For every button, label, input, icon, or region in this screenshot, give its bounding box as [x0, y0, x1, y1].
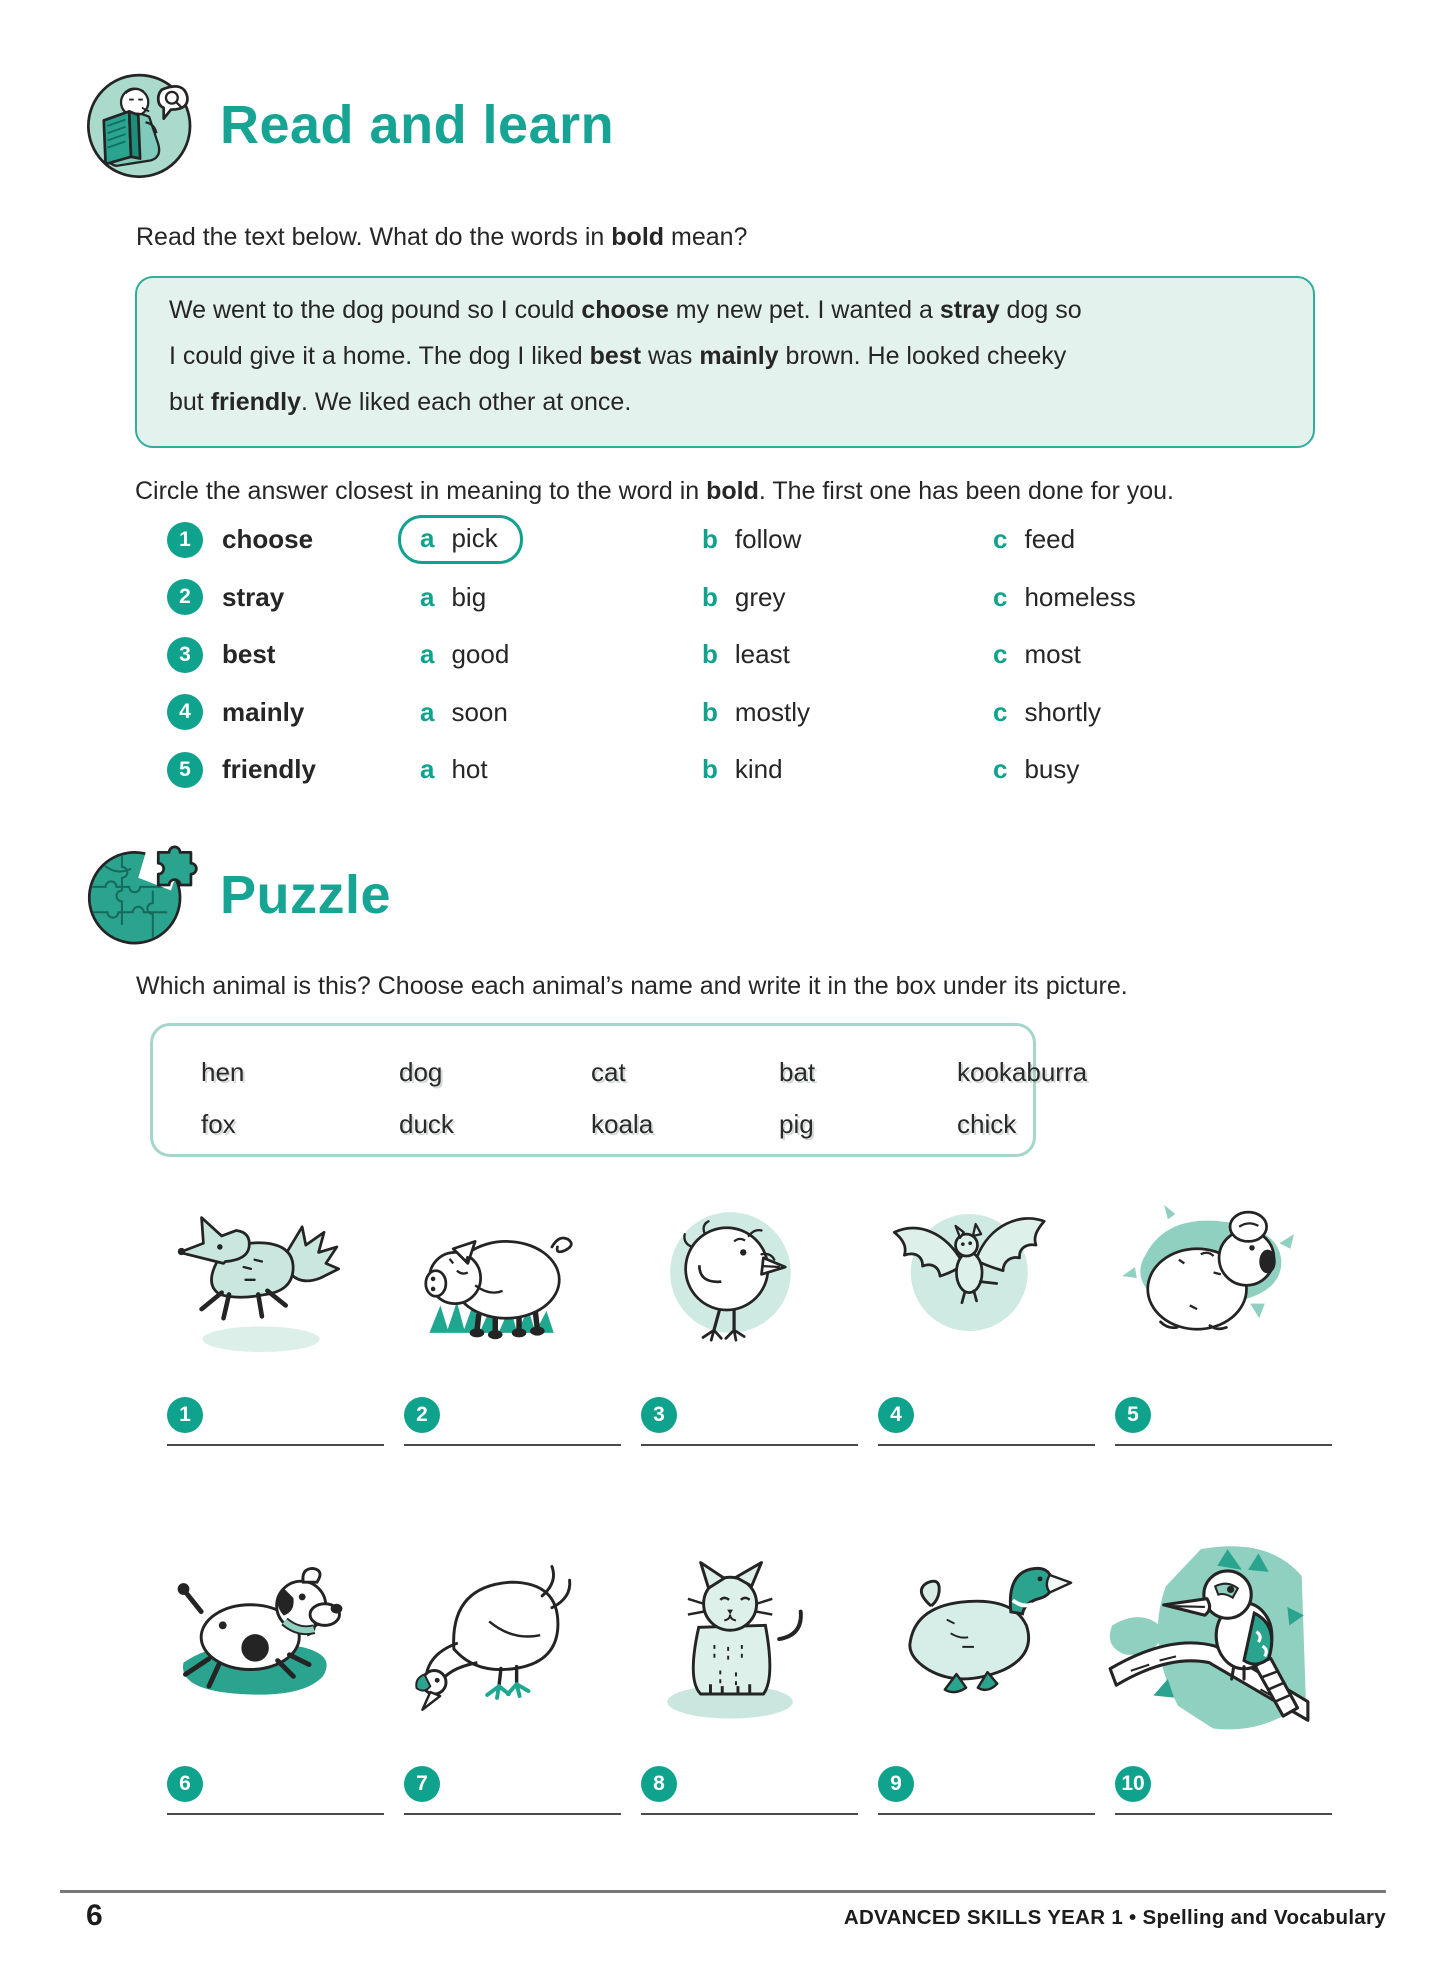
item-word: choose — [222, 524, 314, 555]
item-number-badge: 1 — [167, 522, 203, 558]
answer-slot-1 — [167, 1397, 404, 1446]
option-text: follow — [734, 524, 802, 555]
answer-slot-5 — [1115, 1397, 1352, 1446]
option-cell-b — [702, 697, 993, 728]
item-word: best — [222, 639, 276, 670]
answer-line[interactable] — [878, 1813, 1095, 1815]
option-letter: c — [993, 524, 1008, 555]
option-cell-c — [993, 639, 1283, 670]
option-letter: a — [420, 581, 435, 612]
answer-option-c[interactable] — [993, 524, 1075, 555]
option-letter: a — [420, 523, 435, 554]
answer-line[interactable] — [404, 1444, 621, 1446]
option-text: feed — [1024, 524, 1076, 555]
bold-word: best — [589, 342, 642, 370]
hen-illustration — [395, 1541, 601, 1745]
item-word: friendly — [222, 754, 316, 785]
answers-row-1 — [167, 1397, 1352, 1446]
answer-option-b[interactable] — [702, 697, 810, 728]
word-bank-item: bat — [779, 1056, 816, 1087]
hen-picture — [395, 1541, 601, 1750]
answer-slot-2 — [404, 1397, 641, 1446]
option-letter: c — [993, 754, 1008, 785]
pictures-row-2 — [142, 1528, 1327, 1763]
answer-line[interactable] — [404, 1813, 621, 1815]
passage-line-3 — [169, 379, 1285, 425]
duck-picture — [869, 1541, 1075, 1750]
answer-number-badge: 1 — [167, 1397, 203, 1433]
word-bank-item: pig — [779, 1108, 814, 1139]
option-text: grey — [734, 581, 786, 612]
option-cell-a — [420, 697, 702, 728]
option-cell-b — [702, 524, 993, 555]
passage-line-2 — [169, 333, 1285, 379]
item-number-badge: 2 — [167, 579, 203, 615]
option-cell-a — [420, 639, 702, 670]
footer-divider — [60, 1890, 1386, 1893]
option-cell-a — [420, 582, 702, 613]
bold-word: bold — [611, 223, 665, 251]
answer-option-b[interactable] — [702, 639, 790, 670]
item-word: stray — [222, 581, 285, 612]
option-letter: b — [702, 696, 718, 727]
fox-picture — [165, 1194, 357, 1367]
pig-illustration — [402, 1194, 594, 1362]
answer-option-a[interactable] — [420, 754, 488, 785]
word-bank-row-1 — [201, 1046, 1088, 1098]
pictures-row-1 — [142, 1190, 1327, 1370]
option-cell-b — [702, 754, 993, 785]
answer-number-badge: 3 — [641, 1397, 677, 1433]
answer-line[interactable] — [878, 1444, 1095, 1446]
answer-number-badge: 8 — [641, 1766, 677, 1802]
option-text: kind — [734, 754, 783, 785]
puzzle-header — [82, 836, 391, 954]
bold-word: choose — [581, 296, 669, 324]
answer-option-b[interactable] — [702, 582, 785, 613]
answer-option-b[interactable] — [702, 754, 783, 785]
word-bank-item: kookaburra — [957, 1056, 1088, 1087]
answer-line[interactable] — [1115, 1813, 1332, 1815]
answer-option-a[interactable] — [420, 697, 508, 728]
puzzle-instruction — [136, 971, 1376, 1001]
mcq-item-2 — [167, 569, 1283, 627]
option-text: shortly — [1024, 696, 1102, 727]
option-letter: b — [702, 754, 718, 785]
answer-line[interactable] — [641, 1444, 858, 1446]
answer-line[interactable] — [167, 1444, 384, 1446]
option-cell-a — [420, 515, 702, 564]
option-text: most — [1024, 639, 1081, 670]
option-letter: b — [702, 524, 718, 555]
section-title-puzzle: Puzzle — [220, 865, 392, 925]
item-word: mainly — [222, 696, 305, 727]
option-cell-b — [702, 582, 993, 613]
answer-slot-7 — [404, 1766, 641, 1815]
word-bank-item: duck — [399, 1108, 454, 1139]
word-bank-box — [150, 1023, 1088, 1157]
option-text: good — [451, 639, 510, 670]
kookaburra-illustration — [1106, 1541, 1312, 1745]
bold-word: friendly — [210, 388, 301, 416]
passage-box — [135, 276, 1315, 448]
answer-number-badge: 4 — [878, 1397, 914, 1433]
dog-illustration — [158, 1541, 364, 1745]
answer-option-c[interactable] — [993, 639, 1081, 670]
word-bank-item: chick — [957, 1108, 1017, 1139]
option-letter: c — [993, 581, 1008, 612]
chick-picture — [639, 1194, 831, 1367]
word-bank-item: dog — [399, 1056, 443, 1087]
option-cell-c — [993, 524, 1283, 555]
word-bank-item: hen — [201, 1056, 245, 1087]
duck-illustration — [869, 1541, 1075, 1745]
bat-illustration — [876, 1194, 1068, 1362]
option-letter: a — [420, 754, 435, 785]
option-cell-a — [420, 754, 702, 785]
bold-word: mainly — [699, 342, 779, 370]
cat-picture — [632, 1541, 838, 1750]
text-run: Circle the answer closest in meaning to the word in — [135, 477, 707, 505]
answer-option-c[interactable] — [993, 697, 1101, 728]
answer-number-badge: 10 — [1115, 1766, 1151, 1802]
option-text: homeless — [1024, 581, 1136, 612]
text-run: but — [169, 388, 211, 416]
answer-line[interactable] — [641, 1813, 858, 1815]
mcq-item-5 — [167, 741, 1283, 799]
text-run: We went to the dog pound so I could — [169, 296, 582, 324]
section-title-read-and-learn: Read and learn — [220, 95, 615, 155]
option-cell-b — [702, 639, 993, 670]
text-run: I could give it a home. The dog I liked — [169, 342, 590, 370]
option-text: hot — [451, 754, 488, 785]
koala-picture — [1113, 1194, 1305, 1367]
answer-slot-10 — [1115, 1766, 1352, 1815]
item-number-badge: 3 — [167, 637, 203, 673]
passage-line-1 — [169, 287, 1285, 333]
word-bank-item: cat — [591, 1056, 626, 1087]
text-run: was — [641, 342, 700, 370]
text-run: . We liked each other at once. — [301, 388, 632, 416]
page-number: 6 — [86, 1899, 103, 1932]
answer-number-badge: 7 — [404, 1766, 440, 1802]
cat-illustration — [632, 1541, 838, 1745]
word-bank-item: fox — [201, 1108, 236, 1139]
text-run: brown. He looked cheeky — [778, 342, 1067, 370]
mcq-item-1 — [167, 511, 1283, 569]
option-letter: b — [702, 581, 718, 612]
option-text: least — [734, 639, 790, 670]
option-cell-c — [993, 582, 1283, 613]
answer-number-badge: 6 — [167, 1766, 203, 1802]
answer-option-c[interactable] — [993, 582, 1136, 613]
option-cell-c — [993, 697, 1283, 728]
answer-option-a[interactable] — [420, 582, 486, 613]
option-letter: a — [420, 639, 435, 670]
answer-slot-6 — [167, 1766, 404, 1815]
text-run: my new pet. I wanted a — [668, 296, 940, 324]
option-text: busy — [1024, 754, 1080, 785]
mcq-list — [167, 511, 1283, 799]
chick-illustration — [639, 1194, 831, 1362]
option-text: big — [451, 581, 487, 612]
option-letter: c — [993, 639, 1008, 670]
answer-number-badge: 2 — [404, 1397, 440, 1433]
option-text: mostly — [734, 696, 811, 727]
answer-option-b[interactable] — [702, 524, 801, 555]
text-run: Which animal is this? Choose each animal’s name and write it in the box under its picture. — [136, 972, 1128, 1000]
reader-icon — [82, 66, 200, 184]
footer-series-title: ADVANCED SKILLS YEAR 1 • Spelling and Vocabulary — [843, 1906, 1386, 1929]
pig-picture — [402, 1194, 594, 1367]
bold-word: bold — [706, 477, 759, 505]
mcq-item-3 — [167, 626, 1283, 684]
puzzle-icon — [82, 836, 200, 954]
read-instruction — [136, 222, 1376, 252]
text-run: mean? — [664, 223, 748, 251]
bat-picture — [876, 1194, 1068, 1367]
answer-option-a[interactable] — [420, 639, 509, 670]
dog-picture — [158, 1541, 364, 1750]
option-text: pick — [451, 523, 498, 554]
answer-number-badge: 5 — [1115, 1397, 1151, 1433]
answer-slot-9 — [878, 1766, 1115, 1815]
answer-slot-4 — [878, 1397, 1115, 1446]
option-letter: c — [993, 696, 1008, 727]
answer-option-c[interactable] — [993, 754, 1079, 785]
answer-slot-8 — [641, 1766, 878, 1815]
item-number-badge: 5 — [167, 752, 203, 788]
option-letter: a — [420, 696, 435, 727]
bold-word: stray — [939, 296, 1000, 324]
text-run: . The first one has been done for you. — [758, 477, 1174, 505]
answer-line[interactable] — [1115, 1444, 1332, 1446]
item-number-badge: 4 — [167, 694, 203, 730]
option-text: soon — [451, 696, 508, 727]
option-letter: b — [702, 639, 718, 670]
answers-row-2 — [167, 1766, 1352, 1815]
text-run: Read the text below. What do the words in — [136, 223, 612, 251]
fox-illustration — [165, 1194, 357, 1362]
kookaburra-picture — [1106, 1541, 1312, 1750]
circle-instruction — [135, 476, 1375, 506]
circled-answer-option[interactable] — [398, 515, 523, 564]
word-bank-item: koala — [591, 1108, 654, 1139]
read-and-learn-header — [82, 66, 614, 184]
answer-number-badge: 9 — [878, 1766, 914, 1802]
answer-slot-3 — [641, 1397, 878, 1446]
koala-illustration — [1113, 1194, 1305, 1362]
word-bank-row-2 — [201, 1098, 1033, 1150]
answer-line[interactable] — [167, 1813, 384, 1815]
mcq-item-4 — [167, 684, 1283, 742]
text-run: dog so — [999, 296, 1082, 324]
option-cell-c — [993, 754, 1283, 785]
